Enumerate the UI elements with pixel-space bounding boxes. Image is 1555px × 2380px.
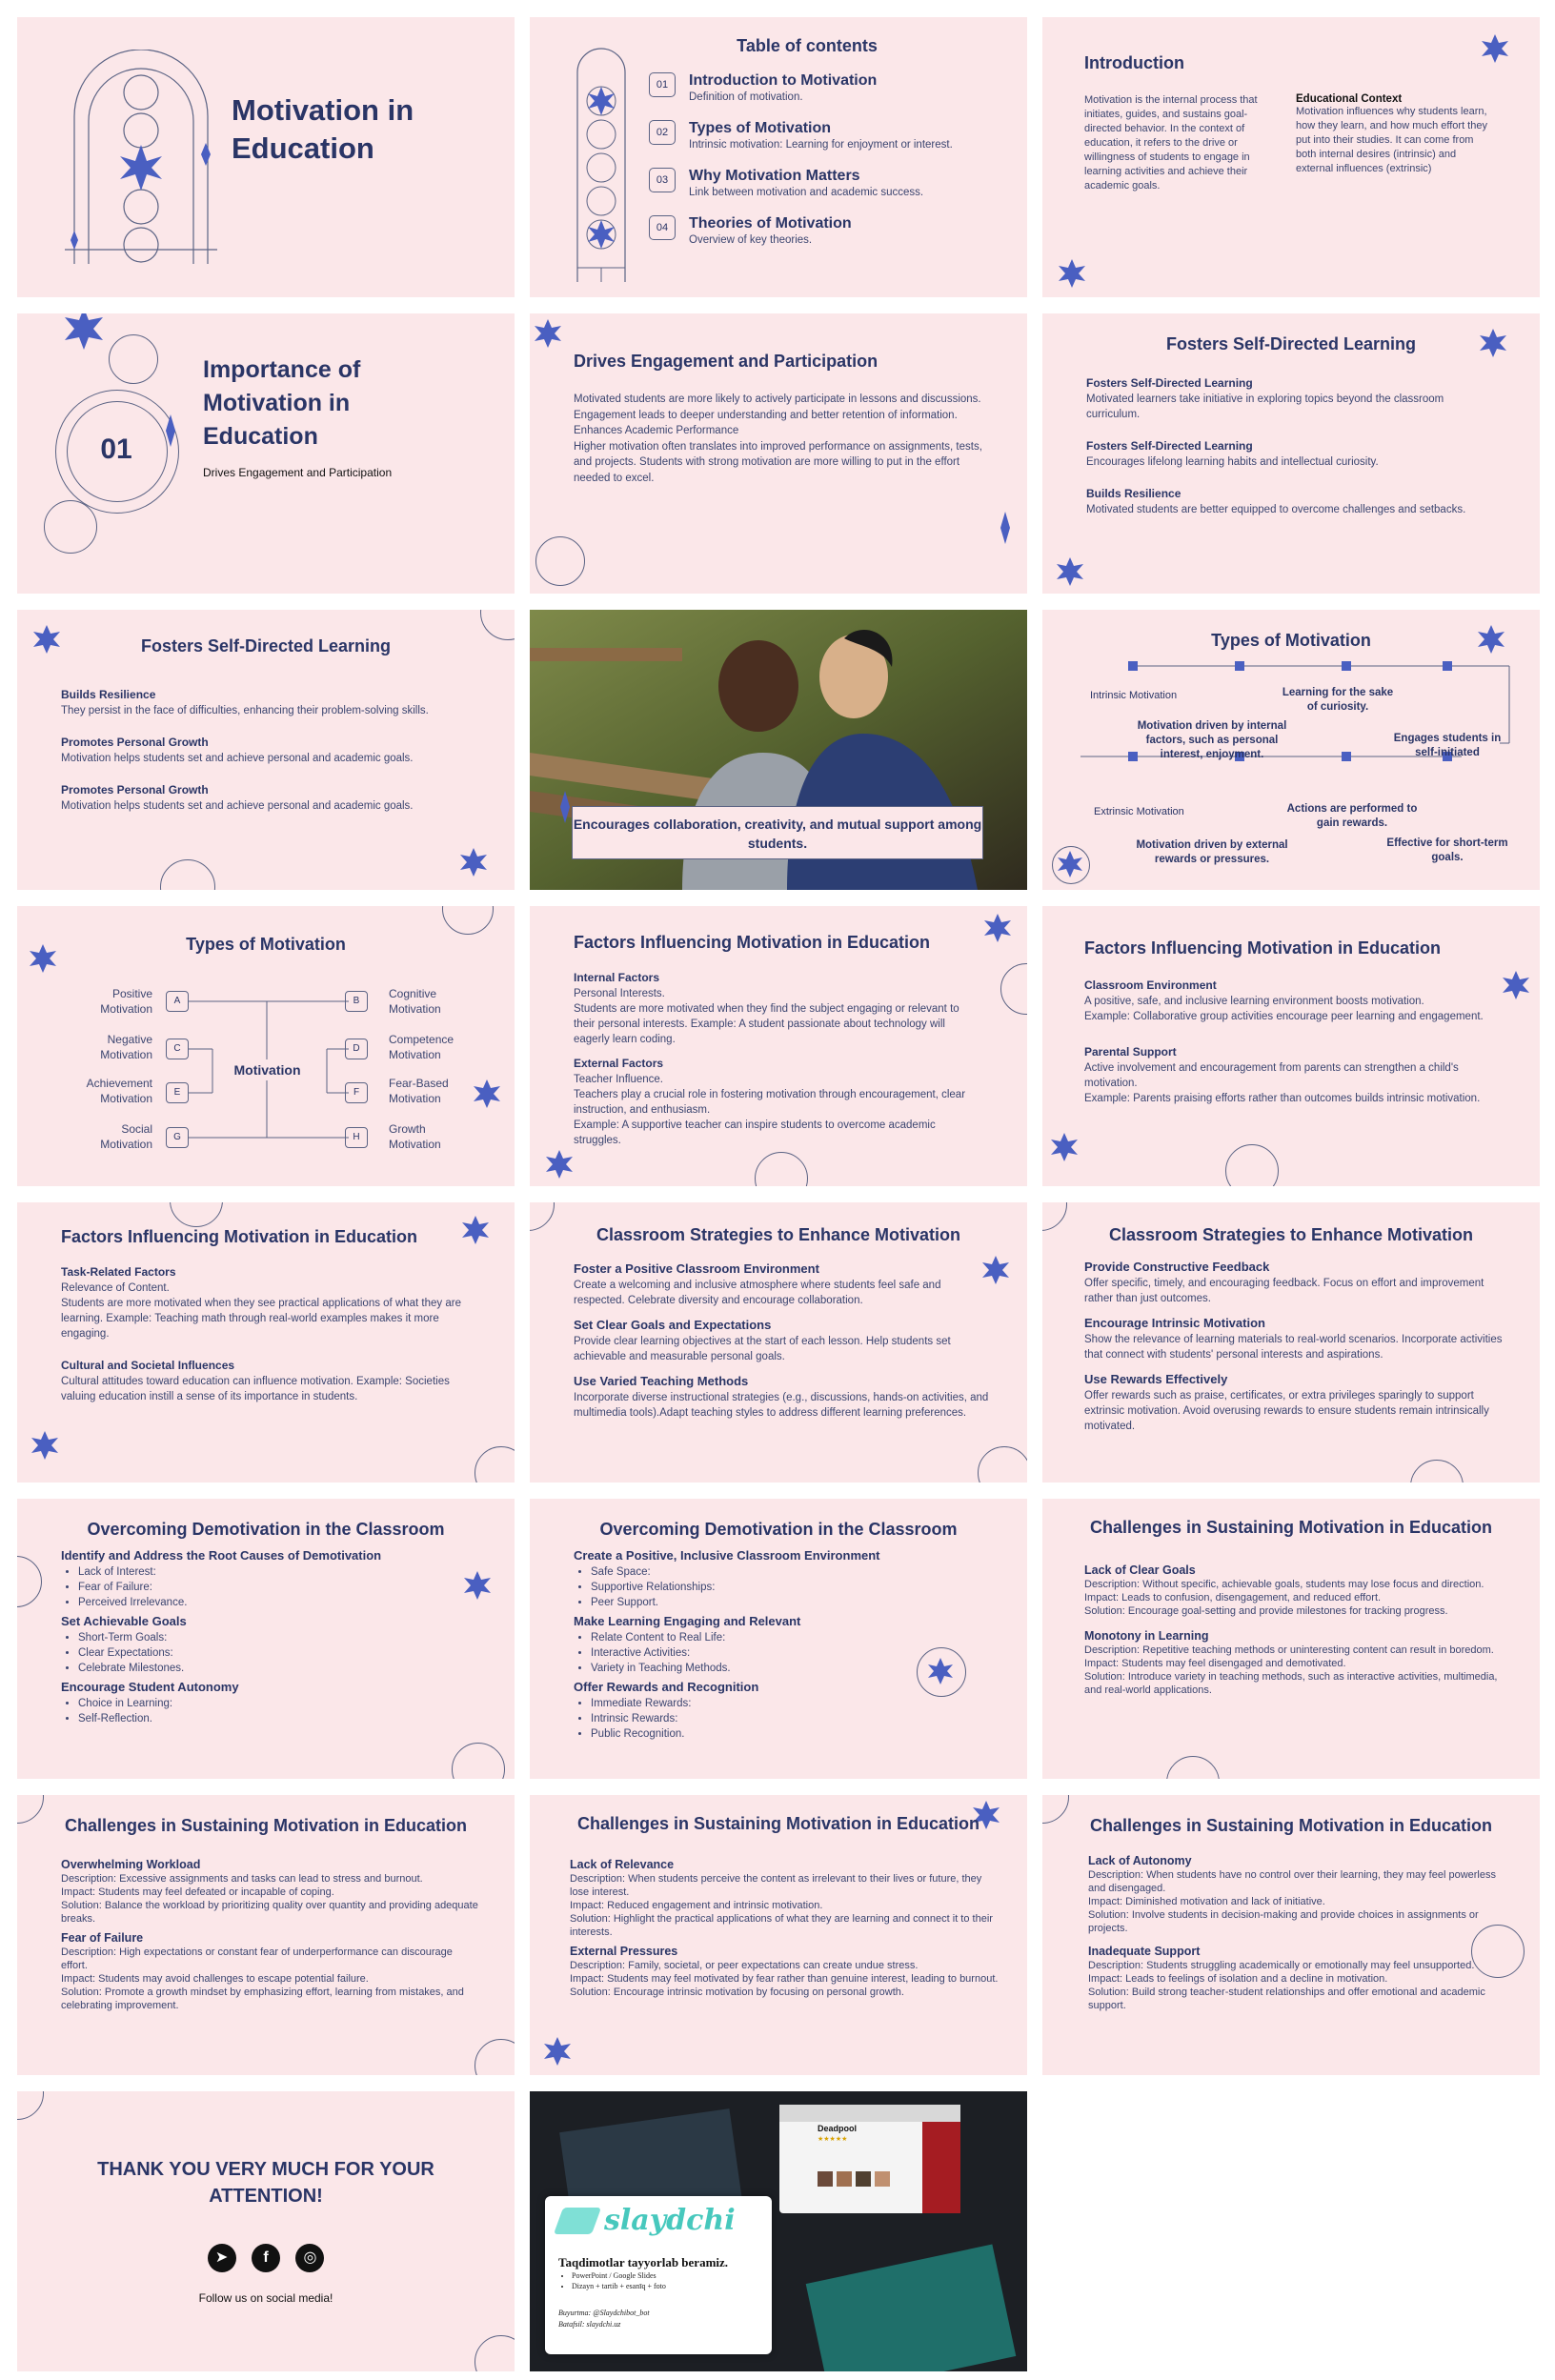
star-icon	[459, 848, 488, 877]
ring-decoration	[475, 2335, 515, 2371]
block-text: Motivation helps students set and achieve personal and academic goals.	[61, 753, 414, 764]
slide-21-challenges[interactable]	[1042, 1795, 1540, 2075]
block-text: Description: Repetitive teaching methods or uninteresting content can result in boredom. Impact: Students may feel disengaged and demotivated. Solution: Introduce variety in teaching methods, such as interactive activities, multimedia, and real-world applications.	[1084, 1644, 1498, 1696]
list-item: • Public Recognition.	[591, 1726, 993, 1742]
slide-title: Fosters Self-Directed Learning	[1165, 334, 1417, 353]
slide-11-factors[interactable]	[530, 906, 1027, 1186]
slide-22-thanks[interactable]	[17, 2091, 515, 2371]
slide-body	[574, 961, 983, 1148]
avatar-row	[818, 2171, 890, 2191]
list-item: • Intrinsic Rewards:	[591, 1711, 993, 1726]
promo-card	[545, 2196, 772, 2354]
slide-title: Types of Motivation	[186, 935, 346, 954]
block-text: Motivated students are better equipped to overcome challenges and setbacks.	[1086, 504, 1466, 515]
tree-key: C	[166, 1039, 189, 1059]
timeline-label: Effective for short-term goals.	[1386, 837, 1508, 863]
tree-key: D	[345, 1039, 368, 1059]
toc-num: 03	[649, 168, 676, 192]
slide-title: Overcoming Demotivation in the Classroom	[599, 1520, 958, 1539]
slide-title: Challenges in Sustaining Motivation in Education	[64, 1816, 468, 1835]
ring-decoration	[535, 536, 585, 586]
toc-item-desc: Definition of motivation.	[689, 91, 803, 103]
block-label: Promotes Personal Growth	[61, 783, 209, 797]
block-text: A positive, safe, and inclusive learning environment boosts motivation. Example: Collaborative group activities encourage peer learning and engagement.	[1084, 996, 1484, 1022]
block-label: Lack of Relevance	[570, 1858, 675, 1871]
slide-title: Challenges in Sustaining Motivation in Education	[1089, 1816, 1493, 1835]
list-item: • Perceived Irrelevance.	[78, 1595, 480, 1610]
slide-23-promo[interactable]	[530, 2091, 1027, 2371]
star-icon	[543, 2037, 572, 2066]
star-icon	[545, 1150, 574, 1179]
telegram-icon[interactable]: ➤	[208, 2244, 236, 2272]
timeline-label: Actions are performed to gain rewards.	[1286, 803, 1418, 829]
group-label: Encourage Student Autonomy	[61, 1680, 239, 1694]
tree-label: Positive Motivation	[100, 987, 152, 1016]
slide-body	[574, 1543, 993, 1745]
slide-body	[1084, 969, 1494, 1106]
star-icon	[461, 1216, 490, 1244]
slide-3-introduction[interactable]	[1042, 17, 1540, 297]
bullet-list	[574, 1630, 993, 1676]
bullet-list	[574, 1564, 993, 1610]
toc-item-4[interactable]	[649, 215, 852, 248]
photo-caption: Encourages collaboration, creativity, and mutual support among students.	[572, 806, 983, 859]
block-text: Offer rewards such as praise, certificates, or extra privileges sparingly to support extrinsic motivation. Avoid overusing rewards to ensure students remain intrinsically motivated.	[1084, 1390, 1489, 1432]
list-item: • Interactive Activities:	[591, 1645, 993, 1661]
list-item: • Short-Term Goals:	[78, 1630, 480, 1645]
slide-15-strategies[interactable]	[1042, 1202, 1540, 1482]
block-text: Show the relevance of learning materials to real-world scenarios. Incorporate activities that connect with students' personal interests and aspirations.	[1084, 1334, 1503, 1361]
block-label: Fosters Self-Directed Learning	[1086, 376, 1253, 390]
block-label: Promotes Personal Growth	[61, 736, 209, 749]
tree-key: A	[166, 991, 189, 1012]
block-label: Overwhelming Workload	[61, 1858, 201, 1871]
toc-num: 04	[649, 215, 676, 240]
slide-12-factors[interactable]	[1042, 906, 1540, 1186]
section-subtitle: Drives Engagement and Participation	[203, 466, 393, 479]
block-text: Description: Family, societal, or peer expectations can create undue stress. Impact: Students may feel motivated by fear rather than genuine interest, leading to burnout. Solution: Encourage intrinsic motivation by focusing on personal growth.	[570, 1960, 999, 1998]
slide-10-types-tree[interactable]	[17, 906, 515, 1186]
slide-body	[1088, 1848, 1507, 2012]
block-label: Task-Related Factors	[61, 1265, 176, 1279]
promo-contact: Buyurtma: @Slaydchibot_bot	[558, 2309, 650, 2317]
list-item: • Immediate Rewards:	[591, 1696, 993, 1711]
list-item: • Relate Content to Real Life:	[591, 1630, 993, 1645]
group-label: Offer Rewards and Recognition	[574, 1680, 759, 1694]
instagram-icon[interactable]: ◎	[295, 2244, 324, 2272]
slide-body	[1084, 1250, 1504, 1434]
list-item: • Safe Space:	[591, 1564, 993, 1580]
star-icon	[983, 914, 1012, 942]
block-label: Foster a Positive Classroom Environment	[574, 1261, 819, 1276]
slide-1-title[interactable]	[17, 17, 515, 297]
promo-contact: Batafsil: slaydchi.uz	[558, 2320, 621, 2329]
star-icon	[1502, 971, 1530, 999]
list-item: • Fear of Failure:	[78, 1580, 480, 1595]
list-item: • Variety in Teaching Methods.	[591, 1661, 993, 1676]
ring-decoration	[17, 2091, 44, 2120]
slide-body	[1086, 367, 1496, 517]
tree-key: F	[345, 1082, 368, 1103]
presentation-title: Motivation in Education	[232, 93, 414, 165]
arch-decoration	[55, 50, 246, 269]
block-label: External Pressures	[570, 1945, 678, 1958]
timeline-label: Intrinsic Motivation	[1090, 690, 1178, 701]
slide-17-demotivation[interactable]	[530, 1499, 1027, 1779]
slide-19-challenges[interactable]	[17, 1795, 515, 2075]
educational-context	[1296, 93, 1496, 176]
timeline-label: Motivation driven by internal factors, such as personal interest, enjoyment.	[1137, 720, 1287, 760]
bullet-list	[61, 1564, 480, 1610]
slide-title: Challenges in Sustaining Motivation in Education	[576, 1814, 980, 1833]
star-icon	[1481, 34, 1509, 63]
block-text: Teacher Influence. Teachers play a crucial role in fostering motivation through encouragement, clear instruction, and enthusiasm. Example: A supportive teacher can inspire students to overcome academic struggles.	[574, 1074, 966, 1146]
promo-bullets	[558, 2270, 666, 2291]
slide-body	[570, 1852, 999, 1999]
block-text: Motivation helps students set and achieve personal and academic goals.	[61, 800, 414, 812]
block-text: They persist in the face of difficulties, enhancing their problem-solving skills.	[61, 705, 429, 716]
card-title: Deadpool	[818, 2124, 858, 2133]
star-icon	[1050, 1133, 1079, 1161]
ring-decoration	[475, 1446, 515, 1482]
section-title: Introduction	[1084, 53, 1184, 72]
slide-body	[574, 1252, 993, 1421]
deadpool-figure	[922, 2122, 960, 2213]
tree-key: B	[345, 991, 368, 1012]
card-header	[779, 2105, 960, 2122]
ring-decoration	[978, 1446, 1027, 1482]
toc-item-title: Introduction to Motivation	[689, 72, 878, 89]
tree-key: G	[166, 1127, 189, 1148]
tree-label: Achievement Motivation	[86, 1077, 152, 1105]
star-icon	[534, 319, 562, 348]
slide-16-demotivation[interactable]	[17, 1499, 515, 1779]
timeline-label: Learning for the sake of curiosity.	[1282, 687, 1394, 713]
slide-body	[61, 1852, 480, 2012]
slide-7-self-directed[interactable]	[17, 610, 515, 890]
capsule-decoration	[568, 44, 635, 287]
slide-4-section[interactable]	[17, 313, 515, 594]
ring-decoration	[452, 1743, 505, 1779]
avatar	[818, 2171, 833, 2187]
block-label: Builds Resilience	[1086, 487, 1181, 500]
slide-20-challenges[interactable]	[530, 1795, 1027, 2075]
group-label: Identify and Address the Root Causes of Demotivation	[61, 1548, 382, 1563]
bullet-list	[574, 1696, 993, 1742]
tree-label: Social Motivation	[100, 1122, 152, 1151]
ring-decoration	[109, 334, 158, 384]
avatar	[875, 2171, 890, 2187]
toc-item-1[interactable]	[649, 72, 877, 105]
avatar	[856, 2171, 871, 2187]
slide-body	[1084, 1558, 1513, 1697]
tree-key: H	[345, 1127, 368, 1148]
block-label: Use Rewards Effectively	[1084, 1372, 1228, 1386]
block-text: Incorporate diverse instructional strategies (e.g., discussions, hands-on activities, and multimedia tools).Adapt teaching styles to address different learning preferences.	[574, 1392, 989, 1419]
toc-item-3[interactable]	[649, 168, 923, 200]
block-label: Builds Resilience	[61, 688, 156, 701]
block-label: Fosters Self-Directed Learning	[1086, 439, 1253, 453]
toc-item-desc: Link between motivation and academic success.	[689, 187, 924, 198]
block-text: Encourages lifelong learning habits and intellectual curiosity.	[1086, 456, 1379, 468]
slide-8-photo[interactable]	[530, 610, 1027, 890]
context-text: Motivation influences why students learn, how they learn, and how much effort they put into their studies. It can come from both internal desires (intrinsic) and external influences (extrinsic)	[1296, 106, 1487, 174]
ring-decoration	[44, 500, 97, 554]
ring-decoration	[1410, 1460, 1464, 1482]
slide-title: Factors Influencing Motivation in Education	[61, 1227, 418, 1246]
block-label: Encourage Intrinsic Motivation	[1084, 1316, 1265, 1330]
toc-item-title: Why Motivation Matters	[689, 168, 860, 184]
slide-6-self-directed[interactable]	[1042, 313, 1540, 594]
context-label: Educational Context	[1296, 93, 1403, 105]
block-label: Classroom Environment	[1084, 978, 1217, 992]
block-text: Relevance of Content. Students are more motivated when they see practical applications of what they are learning. Example: Teaching math through real-world examples makes it more engaging.	[61, 1282, 461, 1340]
block-label: Use Varied Teaching Methods	[574, 1374, 749, 1388]
list-item: • Peer Support.	[591, 1595, 993, 1610]
bullet-list	[61, 1696, 480, 1726]
slide-body	[61, 1256, 471, 1404]
toc-item-title: Types of Motivation	[689, 120, 832, 136]
timeline-label: Extrinsic Motivation	[1094, 806, 1184, 817]
tree-label: Cognitive Motivation	[389, 987, 441, 1016]
block-text: Description: Without specific, achievable goals, students may lose focus and direction. Impact: Leads to confusion, disengagement, and reduced effort. Solution: Encourage goal-setting and provide milestones for tracking progress.	[1084, 1579, 1484, 1617]
brand-name: slaydchi	[604, 2204, 736, 2237]
slide-title: Challenges in Sustaining Motivation in Education	[1089, 1518, 1493, 1537]
social-links	[17, 2244, 515, 2272]
ring-decoration	[1166, 1756, 1220, 1779]
slide-18-challenges[interactable]	[1042, 1499, 1540, 1779]
tree-key: E	[166, 1082, 189, 1103]
block-text: Offer specific, timely, and encouraging feedback. Focus on effort and improvement rather than just outcomes.	[1084, 1278, 1484, 1304]
star-icon	[1056, 557, 1084, 586]
star-icon	[30, 1431, 59, 1460]
ring-decoration	[755, 1152, 808, 1186]
slide-body	[61, 678, 480, 814]
block-label: Monotony in Learning	[1084, 1629, 1209, 1643]
slide-5-engagement[interactable]	[530, 313, 1027, 594]
toc-item-desc: Overview of key theories.	[689, 234, 813, 246]
diamond-icon	[997, 512, 1014, 544]
block-label: Provide Constructive Feedback	[1084, 1260, 1270, 1274]
slide-title: Classroom Strategies to Enhance Motivation	[596, 1225, 961, 1244]
thanks-title: THANK YOU VERY MUCH FOR YOUR ATTENTION!	[97, 2159, 434, 2207]
block-label: Internal Factors	[574, 971, 660, 984]
star-icon	[63, 313, 105, 350]
slide-title: Factors Influencing Motivation in Education	[574, 933, 931, 952]
block-text: Provide clear learning objectives at the start of each lesson. Help students set achievable and measurable personal goals.	[574, 1336, 951, 1362]
ring-decoration	[1225, 1144, 1279, 1186]
star-icon	[1057, 851, 1083, 877]
tree-label: Growth Motivation	[389, 1122, 441, 1151]
follow-text: Follow us on social media!	[198, 2291, 333, 2305]
toc-item-2[interactable]	[649, 120, 953, 152]
tree-center: Motivation	[222, 1059, 313, 1080]
block-text: Description: When students have no control over their learning, they may feel powerless and disengaged. Impact: Diminished motivation and lack of initiative. Solution: Involve students in decision-making and provide choices in assignments or projects.	[1088, 1869, 1496, 1934]
section-number: 01	[100, 434, 132, 465]
slide-title: Drives Engagement and Participation	[574, 352, 878, 371]
timeline-label: Motivation driven by external rewards or pressures.	[1136, 839, 1288, 865]
list-item: • Dizayn + tartib + esanīq + foto	[572, 2281, 666, 2291]
block-text: Active involvement and encouragement from parents can strengthen a child's motivation. Example: Parents praising efforts rather than outcomes builds intrinsic motivation.	[1084, 1062, 1481, 1104]
block-label: Set Clear Goals and Expectations	[574, 1318, 772, 1332]
toc-num: 01	[649, 72, 676, 97]
toc-item-desc: Intrinsic motivation: Learning for enjoyment or interest.	[689, 139, 953, 151]
tree-label: Fear-Based Motivation	[389, 1077, 449, 1105]
ring-decoration	[475, 2039, 515, 2075]
deadpool-card	[779, 2105, 960, 2213]
section-title: Importance of Motivation in Education	[203, 356, 361, 450]
promo-headline: Taqdimotlar tayyorlab beramiz.	[558, 2255, 729, 2269]
slide-13-factors[interactable]	[17, 1202, 515, 1482]
block-label: Fear of Failure	[61, 1931, 144, 1945]
timeline-label: Engages students in self-initiated	[1393, 733, 1502, 758]
block-label: Lack of Autonomy	[1088, 1854, 1192, 1867]
group-label: Set Achievable Goals	[61, 1614, 187, 1628]
block-text: Description: High expectations or constant fear of underperformance can discourage effort. Impact: Students may avoid challenges to escape potential failure. Solution: Promote a growth mindset by emphasizing effort, learning from mistakes, and celebrating improvement.	[61, 1946, 464, 2011]
block-text: Description: Excessive assignments and tasks can lead to stress and burnout. Impact: Students may feel defeated or incapable of coping. Solution: Balance the workload by prioritizing quality over quantity and providing adequate breaks.	[61, 1873, 478, 1925]
list-item: • Choice in Learning:	[78, 1696, 480, 1711]
block-text: Create a welcoming and inclusive atmosphere where students feel safe and respected. Celebrate diversity and encourage collaboration.	[574, 1280, 941, 1306]
block-label: External Factors	[574, 1057, 664, 1070]
list-item: • Supportive Relationships:	[591, 1580, 993, 1595]
bullet-list	[61, 1630, 480, 1676]
toc-title: Table of contents	[737, 36, 878, 55]
block-text: Motivated learners take initiative in exploring topics beyond the classroom curriculum.	[1086, 393, 1444, 420]
slide-body: Motivated students are more likely to actively participate in lessons and discussions. Engagement leads to deeper understanding and better retention of information. Enhances Academic Performance Higher motivation often translates into improved performance on assignments, tests, and projects. Students with strong motivation are more willing to put in the effort needed to excel.	[574, 393, 982, 484]
toc-item-title: Theories of Motivation	[689, 215, 852, 232]
list-item: • Clear Expectations:	[78, 1645, 480, 1661]
block-text: Cultural attitudes toward education can influence motivation. Example: Societies valuing education instill a sense of its importance in students.	[61, 1376, 450, 1402]
star-icon	[1058, 259, 1086, 288]
tree-label: Competence Motivation	[389, 1033, 454, 1061]
block-label: Inadequate Support	[1088, 1945, 1201, 1958]
block-text: Description: When students perceive the content as irrelevant to their lives or future, they lose interest. Impact: Reduced engagement and intrinsic motivation. Solution: Highlight the practical applications of what they are learning and connect it to their interests.	[570, 1873, 993, 1938]
list-item: • Celebrate Milestones.	[78, 1661, 480, 1676]
slaydchi-logo-icon	[554, 2208, 601, 2234]
group-label: Create a Positive, Inclusive Classroom Environment	[574, 1548, 880, 1563]
block-label: Lack of Clear Goals	[1084, 1563, 1196, 1577]
slide-title: Factors Influencing Motivation in Education	[1084, 938, 1442, 958]
slide-title: Overcoming Demotivation in the Classroom	[87, 1520, 445, 1539]
avatar	[837, 2171, 852, 2187]
slide-title: Types of Motivation	[1211, 631, 1371, 650]
block-label: Cultural and Societal Influences	[61, 1359, 235, 1372]
promo-card-bg	[806, 2245, 1017, 2371]
tree-label: Negative Motivation	[100, 1033, 152, 1061]
block-text: Description: Students struggling academically or emotionally may feel unsupported. Impact: Leads to feelings of isolation and a decline in motivation. Solution: Build strong teacher-student relationships and offer emotional and academic support.	[1088, 1960, 1485, 2011]
slide-14-strategies[interactable]	[530, 1202, 1027, 1482]
slide-title: Classroom Strategies to Enhance Motivation	[1108, 1225, 1474, 1244]
slide-title: Fosters Self-Directed Learning	[140, 636, 392, 656]
group-label: Make Learning Engaging and Relevant	[574, 1614, 801, 1628]
list-item: • Self-Reflection.	[78, 1711, 480, 1726]
ring-decoration	[160, 859, 215, 890]
ring-decoration	[1000, 963, 1027, 1015]
facebook-icon[interactable]: f	[252, 2244, 280, 2272]
ring-decoration	[170, 1202, 223, 1227]
ring-decoration	[17, 1556, 42, 1607]
slide-body	[61, 1543, 480, 1730]
rating-stars: ★★★★★	[818, 2136, 848, 2143]
block-text: Personal Interests. Students are more motivated when they find the subject engaging or relevant to their personal interests. Example: A student passionate about technology will eagerly learn coding.	[574, 988, 959, 1045]
slide-2-toc[interactable]	[530, 17, 1027, 297]
slide-9-types-timeline[interactable]	[1042, 610, 1540, 890]
block-label: Parental Support	[1084, 1045, 1177, 1059]
list-item: • Lack of Interest:	[78, 1564, 480, 1580]
intro-text: Motivation is the internal process that initiates, guides, and sustains goal-directed behavior. In the context of education, it refers to the drive or willingness of students to engage in learning activities and achieve their academic goals.	[1084, 94, 1258, 192]
toc-num: 02	[649, 120, 676, 145]
list-item: • PowerPoint / Google Slides	[572, 2270, 666, 2281]
